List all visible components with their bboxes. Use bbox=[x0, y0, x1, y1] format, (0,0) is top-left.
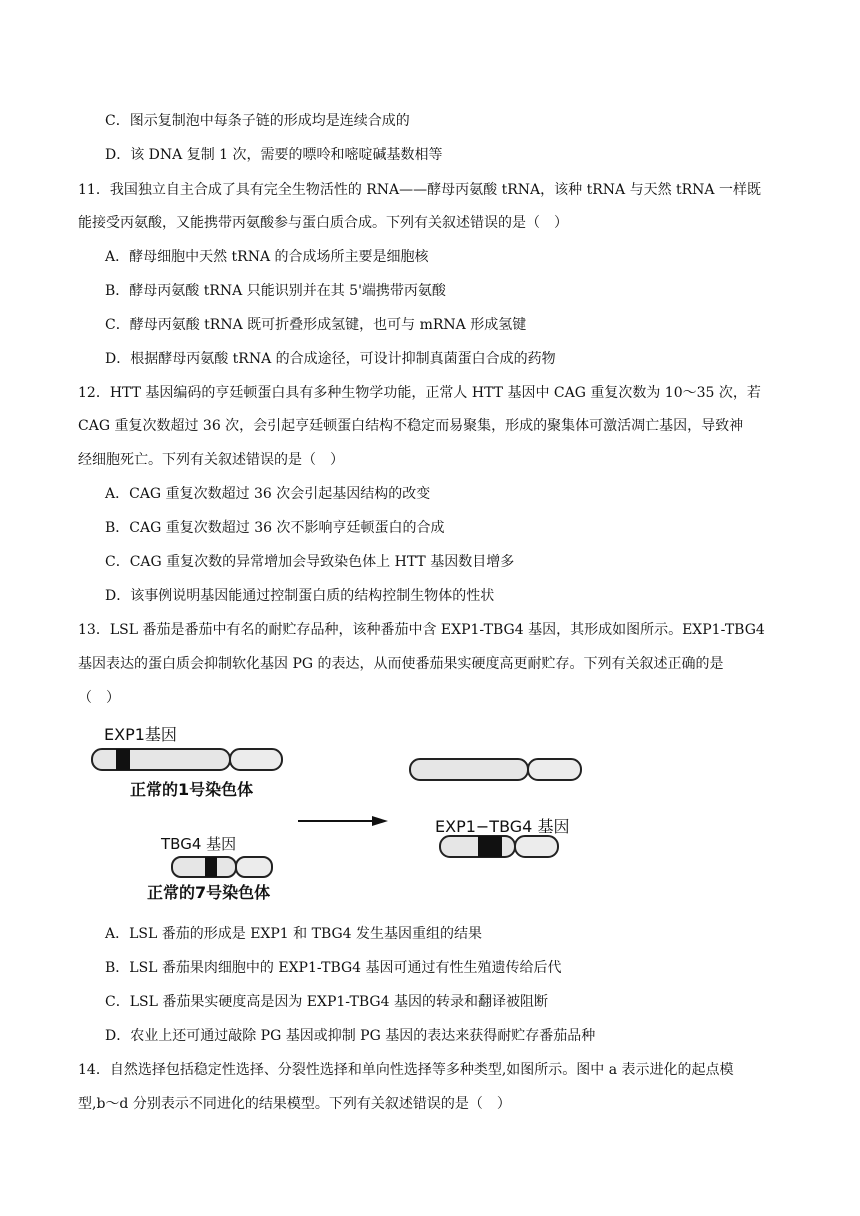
chromosome-1-caption: 正常的1号染色体 bbox=[130, 780, 254, 799]
option-12b: B．CAG 重复次数超过 36 次不影响亨廷顿蛋白的合成 bbox=[105, 520, 445, 536]
option-13c: C．LSL 番茄果实硬度高是因为 EXP1-TBG4 基因的转录和翻译被阻断 bbox=[105, 994, 548, 1010]
option-11a: A．酵母细胞中天然 tRNA 的合成场所主要是细胞核 bbox=[105, 249, 429, 265]
option-12c: C．CAG 重复次数的异常增加会导致染色体上 HTT 基因数目增多 bbox=[105, 554, 515, 570]
question-12-line-3: 经细胞死亡。下列有关叙述错误的是（ ） bbox=[78, 452, 344, 468]
question-13-line-1: 13．LSL 番茄是番茄中有名的耐贮存品种，该种番茄中含 EXP1-TBG4 基因，其形成如图所示。EXP1-TBG4 bbox=[78, 622, 765, 638]
chromosome-7-caption: 正常的7号染色体 bbox=[147, 883, 271, 902]
chromosome-1 bbox=[92, 749, 282, 770]
exp1-tbg4-gene-band bbox=[478, 836, 502, 857]
tbg4-gene-band bbox=[205, 857, 217, 877]
exp1-gene-band bbox=[116, 749, 130, 770]
question-11-line-2: 能接受丙氨酸，又能携带丙氨酸参与蛋白质合成。下列有关叙述错误的是（ ） bbox=[78, 215, 568, 231]
question-11-line-1: 11．我国独立自主合成了具有完全生物活性的 RNA——酵母丙氨酸 tRNA，该种 tRNA 与天然 tRNA 一样既 bbox=[78, 182, 761, 198]
question-12-line-1: 12．HTT 基因编码的亨廷顿蛋白具有多种生物学功能，正常人 HTT 基因中 CAG 重复次数为 10～35 次，若 bbox=[78, 385, 761, 401]
option-10d: D．该 DNA 复制 1 次，需要的嘌呤和嘧啶碱基数相等 bbox=[105, 147, 443, 163]
question-13-line-2: 基因表达的蛋白质会抑制软化基因 PG 的表达，从而使番茄果实硬度高更耐贮存。下列有关叙述正确的是 bbox=[78, 656, 724, 672]
chromosome-translocation-figure bbox=[0, 715, 860, 910]
question-14-line-2: 型,b～d 分别表示不同进化的结果模型。下列有关叙述错误的是（ ） bbox=[78, 1096, 511, 1112]
option-11b: B．酵母丙氨酸 tRNA 只能识别并在其 5'端携带丙氨酸 bbox=[105, 283, 446, 299]
option-13b: B．LSL 番茄果肉细胞中的 EXP1-TBG4 基因可通过有性生殖遗传给后代 bbox=[105, 960, 562, 976]
exp1-tbg4-gene-label: EXP1−TBG4 基因 bbox=[435, 817, 570, 836]
question-14-line-1: 14．自然选择包括稳定性选择、分裂性选择和单向性选择等多种类型,如图所示。图中 a 表示进化的起点模 bbox=[78, 1062, 734, 1078]
option-12a: A．CAG 重复次数超过 36 次会引起基因结构的改变 bbox=[105, 486, 431, 502]
arrow-icon bbox=[298, 816, 388, 826]
option-12d: D．该事例说明基因能通过控制蛋白质的结构控制生物体的性状 bbox=[105, 588, 495, 604]
option-13a: A．LSL 番茄的形成是 EXP1 和 TBG4 发生基因重组的结果 bbox=[105, 926, 483, 942]
question-13-line-3: （ ） bbox=[78, 690, 120, 706]
fusion-chromosome bbox=[440, 836, 558, 857]
option-13d: D．农业上还可通过敲除 PG 基因或抑制 PG 基因的表达来获得耐贮存番茄品种 bbox=[105, 1028, 596, 1044]
option-10c: C．图示复制泡中每条子链的形成均是连续合成的 bbox=[105, 113, 410, 129]
question-12-line-2: CAG 重复次数超过 36 次，会引起亨廷顿蛋白结构不稳定而易聚集，形成的聚集体可激活凋亡基因，导致神 bbox=[78, 418, 744, 434]
option-11d: D．根据酵母丙氨酸 tRNA 的合成途径，可设计抑制真菌蛋白合成的药物 bbox=[105, 351, 556, 367]
option-11c: C．酵母丙氨酸 tRNA 既可折叠形成氢键，也可与 mRNA 形成氢键 bbox=[105, 317, 527, 333]
tbg4-gene-label: TBG4 基因 bbox=[161, 835, 237, 853]
chromosome-7 bbox=[172, 857, 272, 877]
modified-chromosome-1 bbox=[410, 759, 581, 780]
exp1-gene-label: EXP1基因 bbox=[104, 725, 177, 744]
